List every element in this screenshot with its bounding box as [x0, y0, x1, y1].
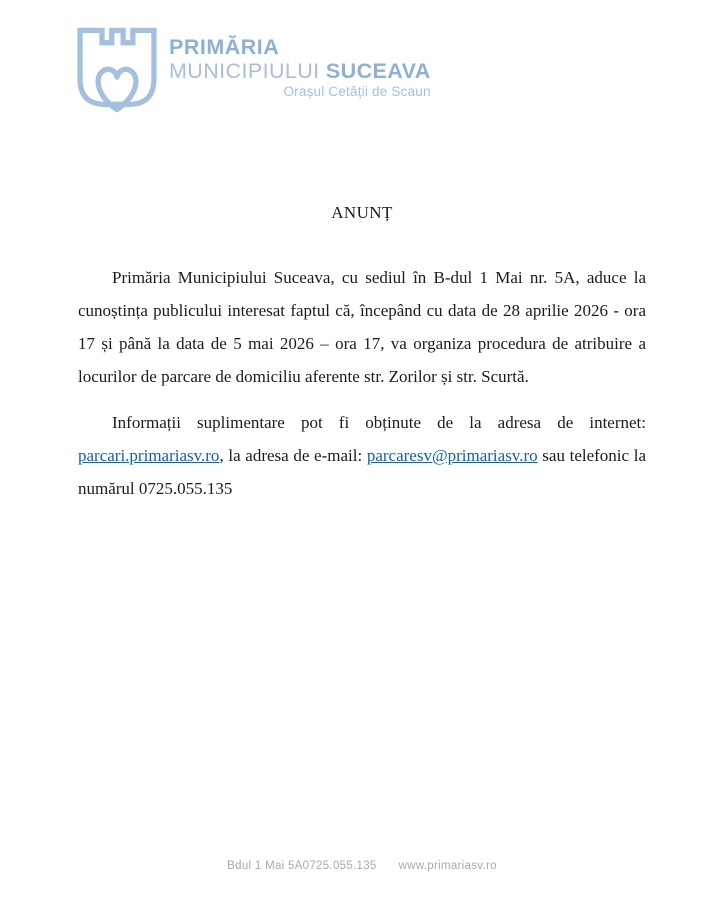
logo-subtitle: Orașul Cetății de Scaun [283, 84, 431, 99]
footer-website: www.primariasv.ro [398, 860, 497, 872]
logo-text-block [169, 24, 431, 99]
paragraph-contact [78, 406, 646, 505]
paragraph-announcement: Primăria Municipiului Suceava, cu sediul în B-dul 1 Mai nr. 5A, aduce la cunoștința publicului interesat faptul că, începând cu data de 28 aprilie 2026 - ora 17 și până la data de 5 mai 2026 – ora 17, va organiza procedura de atribuire a locurilor de parcare de domiciliu aferente str. Zorilor și str. Scurtă. [78, 268, 646, 386]
website-link-parcari[interactable]: parcari.primariasv.ro [78, 446, 220, 465]
email-link-parcaresv[interactable]: parcaresv@primariasv.ro [366, 446, 538, 465]
page-title: ANUNȚ [331, 203, 393, 222]
contact-text-before-link1: Informații suplimentare pot fi obținute de la adresa de internet: [112, 413, 646, 432]
page-footer [78, 860, 646, 872]
footer-address-phone: Bdul 1 Mai 5A0725.055.135 [227, 860, 377, 872]
castle-heart-icon [73, 24, 161, 116]
contact-text-between-links: , la adresa de e-mail: [219, 446, 367, 465]
city-hall-logo [73, 24, 431, 116]
announcement-body [78, 203, 646, 518]
logo-title-primaria: PRIMĂRIA [169, 35, 280, 59]
contact-text-after-link2: sau telefonic la numărul 0725.055.135 [78, 446, 646, 498]
logo-title-municipiului-suceava [169, 58, 431, 83]
logo-title-municipiului: MUNICIPIULUI [169, 58, 326, 83]
logo-title-suceava: SUCEAVA [325, 58, 431, 83]
